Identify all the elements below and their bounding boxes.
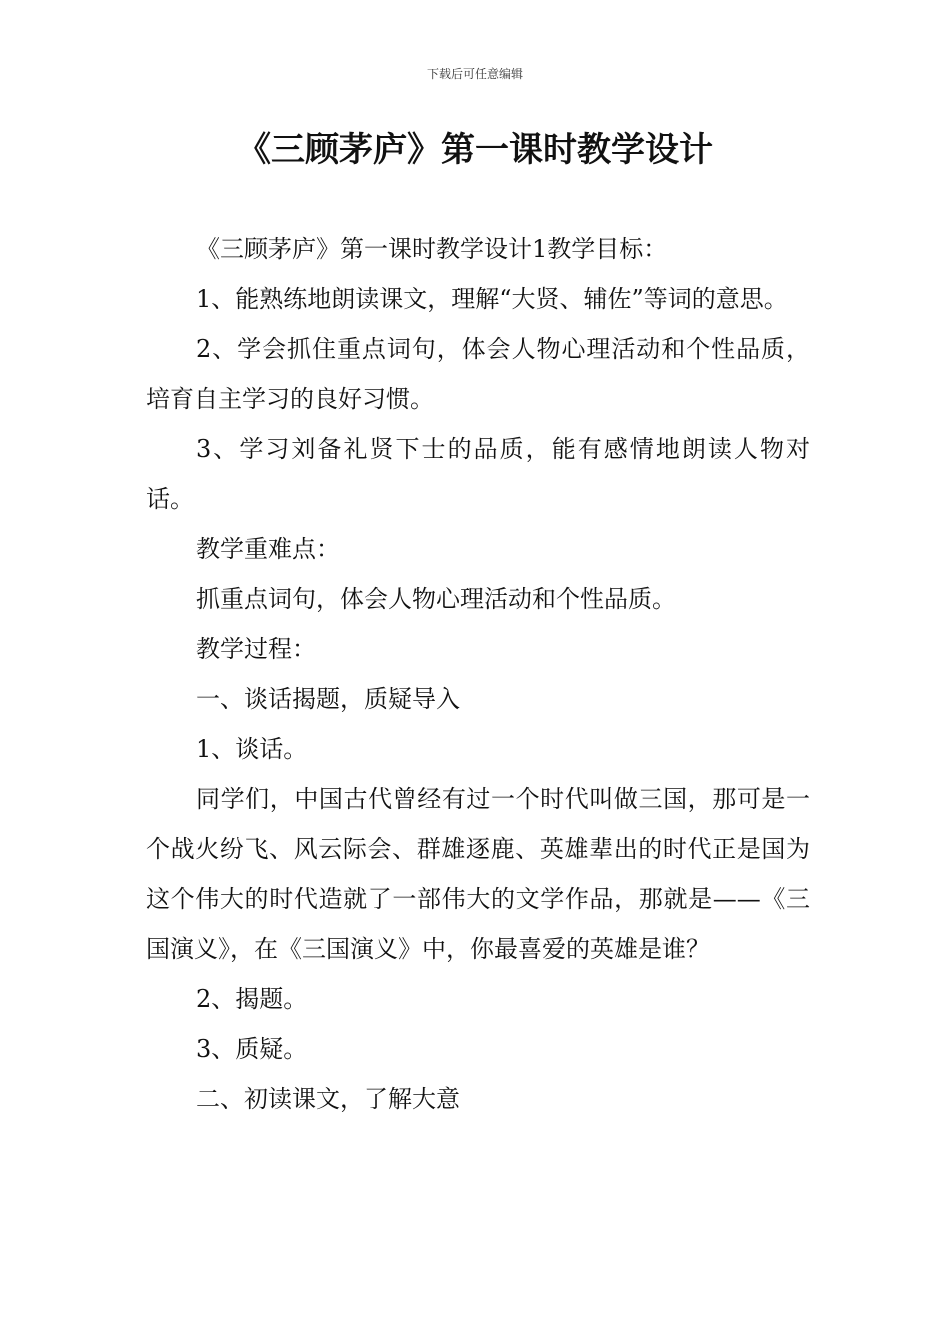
paragraph-step-reveal: 2、揭题。 xyxy=(196,985,308,1013)
paragraph-key-points-heading: 教学重难点： xyxy=(196,535,340,563)
document-title: 《三顾茅庐》第一课时教学设计 xyxy=(237,130,713,170)
paragraph-goal-1: 1、能熟练地朗读课文，理解“大贤、辅佐”等词的意思。 xyxy=(196,285,788,313)
paragraph-step-question: 3、质疑。 xyxy=(196,1035,308,1063)
header-note: 下载后可任意编辑 xyxy=(426,67,523,81)
paragraph-goal-3: 3、学习刘备礼贤下士的品质，能有感情地朗读人物对话。 xyxy=(146,435,810,513)
document-body xyxy=(146,224,810,1124)
paragraph-intro: 《三顾茅庐》第一课时教学设计1教学目标： xyxy=(196,235,668,263)
paragraph-section-2: 二、初读课文，了解大意 xyxy=(196,1085,460,1113)
paragraph-section-1: 一、谈话揭题，质疑导入 xyxy=(196,685,460,713)
paragraph-talk-content: 同学们，中国古代曾经有过一个时代叫做三国，那可是一个战火纷飞、风云际会、群雄逐鹿、英雄辈出的时代正是国为这个伟大的时代造就了一部伟大的文学作品，那就是——《三国演义》，在《三国演义》中，你最喜爱的英雄是谁？ xyxy=(146,785,810,963)
paragraph-goal-2: 2、学会抓住重点词句，体会人物心理活动和个性品质，培育自主学习的良好习惯。 xyxy=(146,335,810,413)
paragraph-key-points: 抓重点词句，体会人物心理活动和个性品质。 xyxy=(196,585,676,613)
paragraph-process-heading: 教学过程： xyxy=(196,635,316,663)
paragraph-step-talk: 1、谈话。 xyxy=(196,735,308,763)
